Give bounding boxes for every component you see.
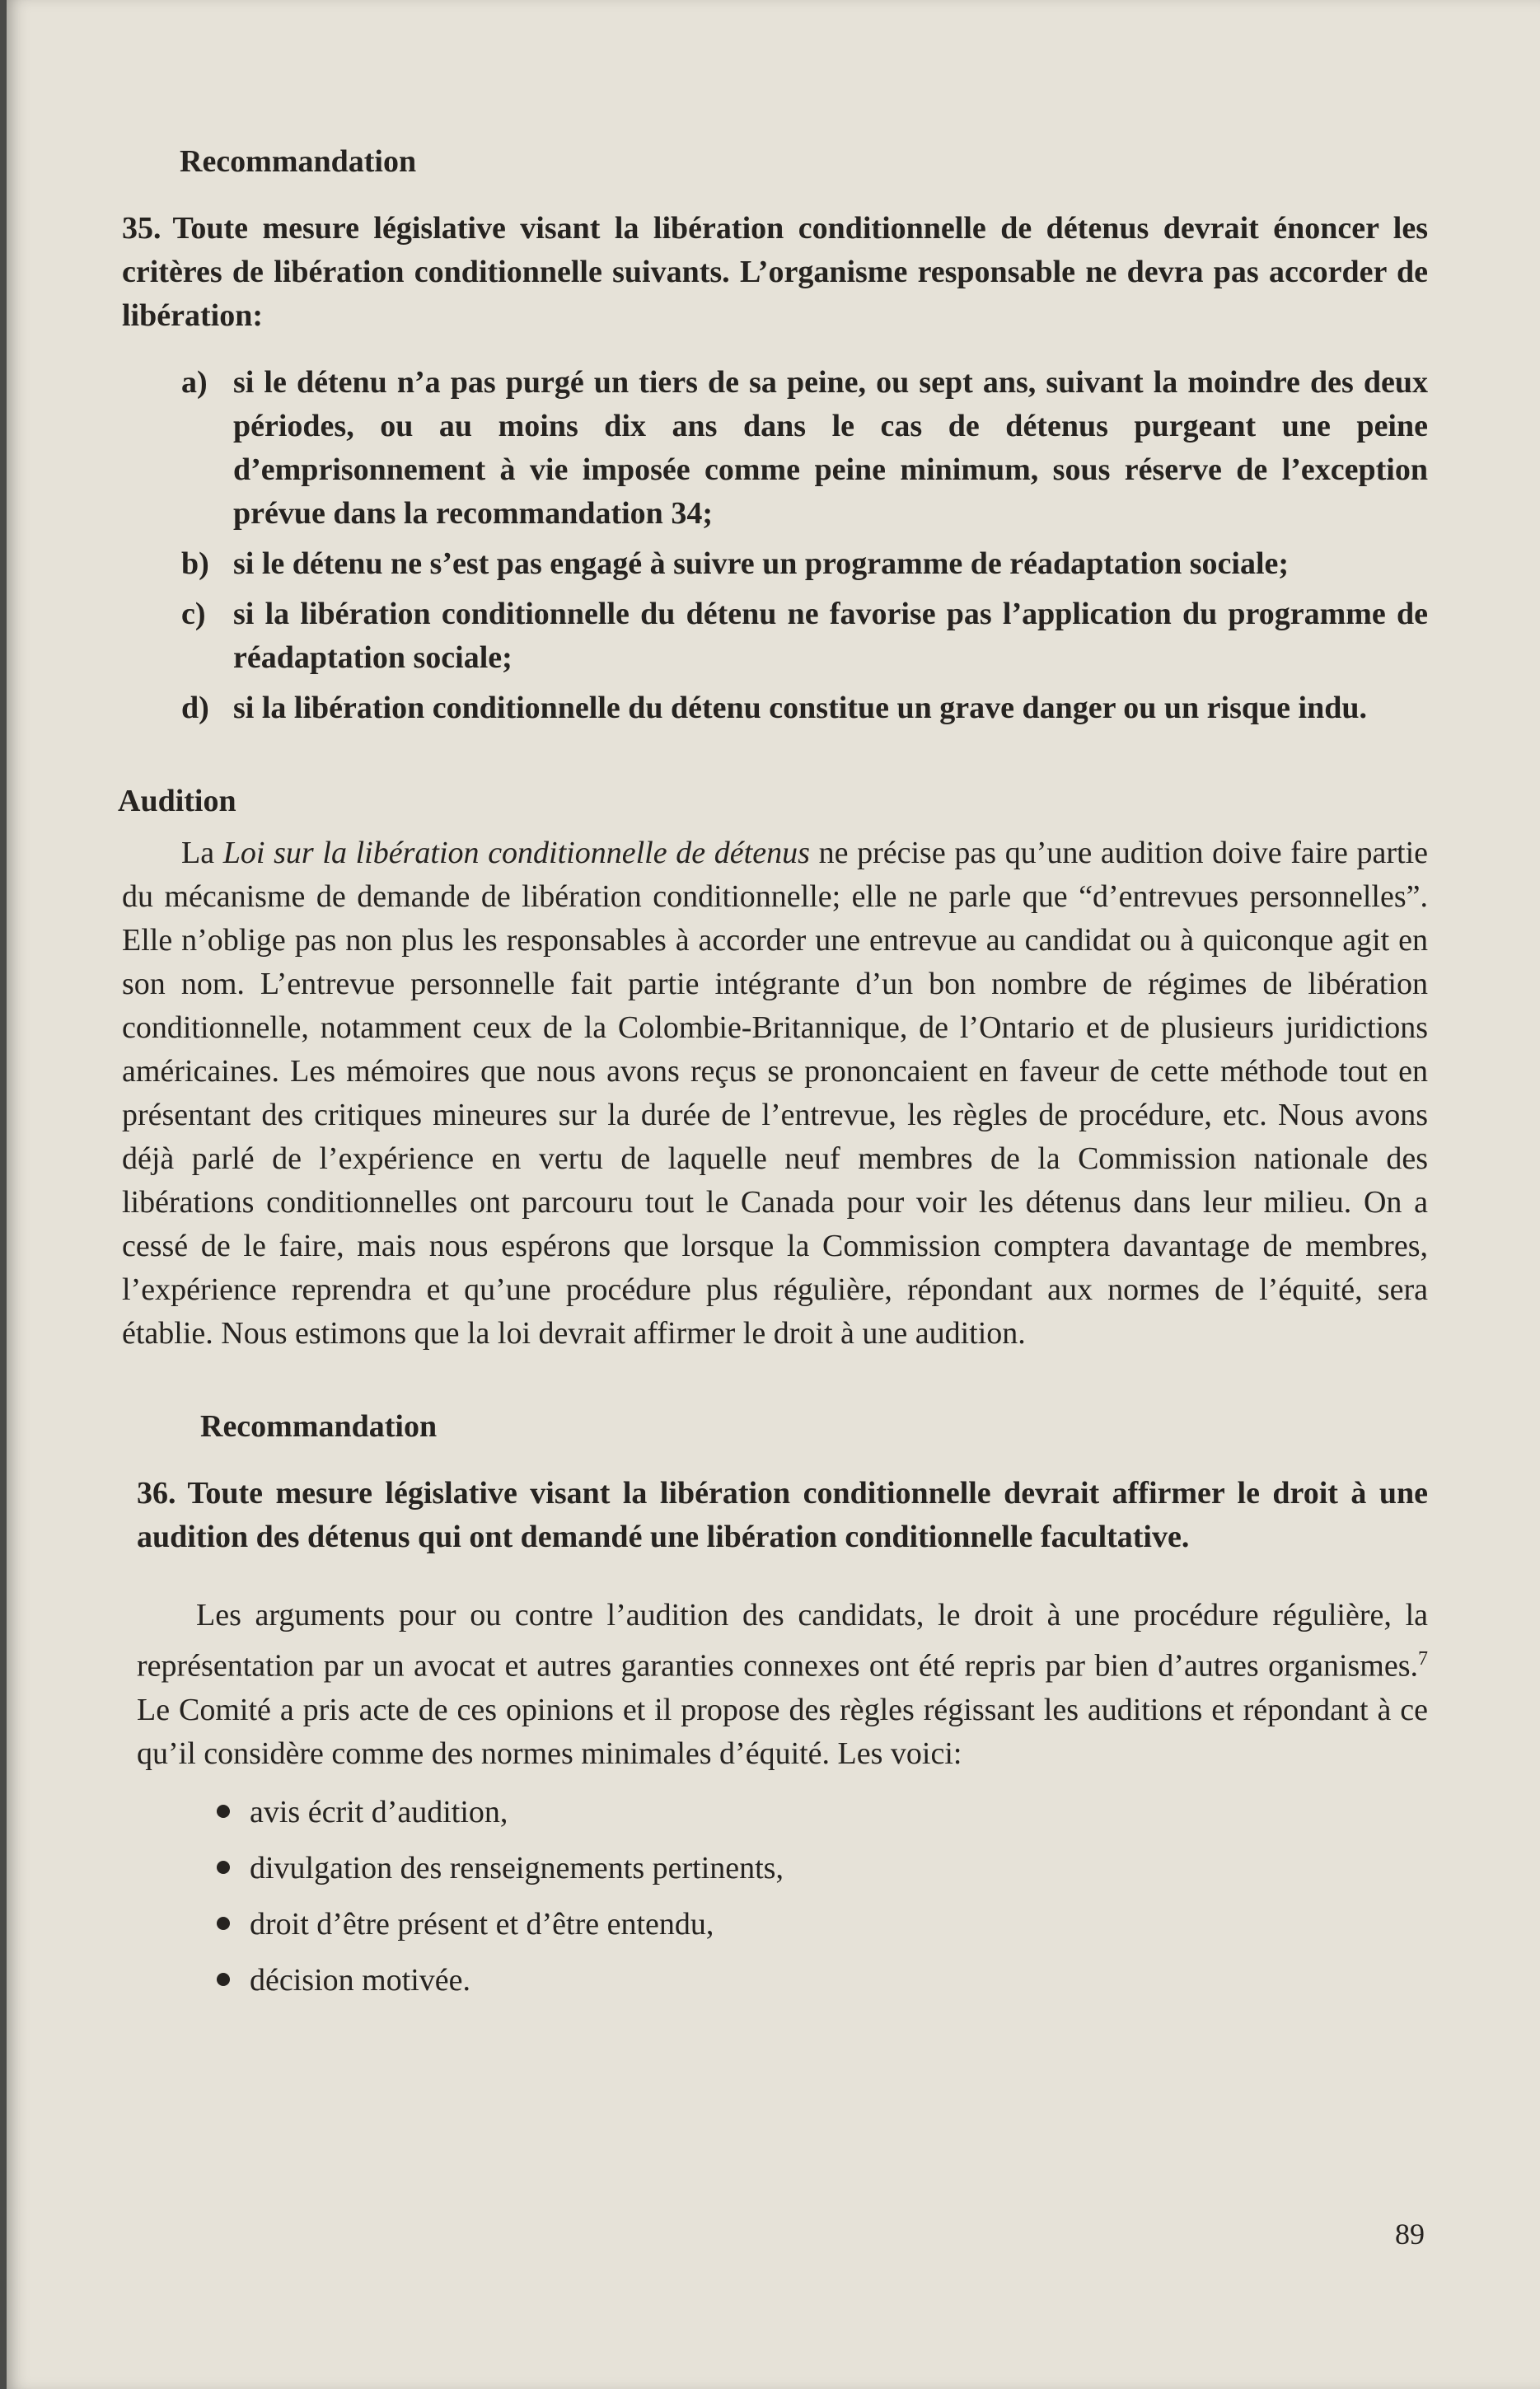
audition-paragraph-start: La — [181, 836, 223, 870]
recommendation-35-heading: Recommandation — [180, 144, 417, 179]
closing-paragraph-start: Les arguments pour ou contre l’audition des candidats, le droit à une procédure régulière, la représentation par un avocat et autres garanties connexes ont été repris par bien d’autres organismes. — [137, 1598, 1428, 1684]
closing-paragraph — [137, 1594, 1428, 1776]
recommendation-36-body — [137, 1472, 1428, 1559]
recommendation-35-text: Toute mesure législative visant la libération conditionnelle de détenus devrait énoncer les critères de libération conditionnelle suivants. L’organisme responsable ne devra pas accorder de libération: — [122, 211, 1428, 333]
criterion-c-letter: c) — [181, 597, 206, 631]
page-number: 89 — [1395, 2218, 1425, 2251]
criterion-b-text: si le détenu ne s’est pas engagé à suivre un programme de réadaptation sociale; — [233, 546, 1290, 581]
list-item-text: divulgation des renseignements pertinents, — [250, 1850, 784, 1885]
bullet-icon — [217, 1917, 230, 1930]
recommendation-35-lead — [122, 207, 1428, 338]
criterion-d — [122, 686, 1428, 730]
criterion-a-text: si le détenu n’a pas purgé un tiers de sa peine, ou sept ans, suivant la moindre des deux périodes, ou au moins dix ans dans le cas de détenus purgeant une peine d’emprisonnement à vie imposée comme peine minimum, sous réserve de l’exception prévue dans la recommandation 34; — [233, 365, 1428, 531]
list-item — [122, 1952, 1428, 2008]
audition-heading: Audition — [118, 784, 236, 818]
audition-paragraph-body: ne précise pas qu’une audition doive faire partie du mécanisme de demande de libération conditionnelle; elle ne parle que “d’entrevues personnelles”. Elle n’oblige pas non plus les responsables à accorder une entrevue au candidat ou à quiconque agit en son nom. L’entrevue personnelle fait partie intégrante d’un bon nombre de régimes de libération conditionnelle, notamment ceux de la Colombie-Britannique, de l’Ontario et de plusieurs juridictions américaines. Les mémoires que nous avons reçus se prononcaient en faveur de cette méthode tout en présentant des critiques mineures sur la durée de l’entrevue, les règles de procédure, etc. Nous avons déjà parlé de l’expérience en vertu de laquelle neuf membres de la Commission nationale des libérations conditionnelles ont parcouru tout le Canada pour voir les détenus dans leur milieu. On a cessé de le faire, mais nous espérons que lorsque la Commission comptera davantage de membres, l’expérience reprendra et qu’une procédure plus régulière, répondant aux normes de l’équité, sera établie. Nous estimons que la loi devrait affirmer le droit à une audition. — [122, 836, 1429, 1351]
recommendation-36-number: 36. — [137, 1476, 176, 1511]
law-title: Loi sur la libération conditionnelle de détenus — [222, 836, 810, 870]
criterion-d-text: si la libération conditionnelle du détenu constitue un grave danger ou un risque indu. — [233, 691, 1367, 725]
bullet-icon — [217, 1973, 230, 1986]
criterion-a-letter: a) — [181, 365, 208, 400]
bullet-icon — [217, 1861, 230, 1874]
criterion-c — [122, 593, 1428, 680]
list-item — [122, 1840, 1428, 1896]
fairness-rules-list — [122, 1784, 1428, 2008]
criterion-c-text: si la libération conditionnelle du détenu ne favorise pas l’application du programme de réadaptation sociale; — [233, 597, 1428, 675]
criterion-b-letter: b) — [181, 546, 209, 581]
criterion-a — [122, 361, 1428, 536]
bullet-icon — [217, 1805, 230, 1818]
page-content — [118, 140, 1429, 2008]
list-item — [122, 1896, 1428, 1952]
footnote-marker: 7 — [1418, 1648, 1428, 1670]
criterion-b — [122, 542, 1428, 586]
list-item-text: avis écrit d’audition, — [250, 1794, 508, 1829]
audition-paragraph — [122, 831, 1428, 1356]
recommendation-35-number: 35. — [122, 211, 161, 246]
list-item-text: décision motivée. — [250, 1962, 471, 1998]
criterion-d-letter: d) — [181, 691, 209, 725]
document-page — [7, 0, 1540, 2389]
list-item — [122, 1784, 1428, 1840]
recommendation-36-text: Toute mesure législative visant la libération conditionnelle devrait affirmer le droit à une audition des détenus qui ont demandé une libération conditionnelle facultative. — [137, 1476, 1428, 1554]
list-item-text: droit d’être présent et d’être entendu, — [250, 1906, 714, 1942]
recommendation-36-heading: Recommandation — [200, 1409, 438, 1444]
closing-paragraph-end: Le Comité a pris acte de ces opinions et il propose des règles régissant les auditions et répondant à ce qu’il considère comme des normes minimales d’équité. Les voici: — [137, 1692, 1428, 1771]
